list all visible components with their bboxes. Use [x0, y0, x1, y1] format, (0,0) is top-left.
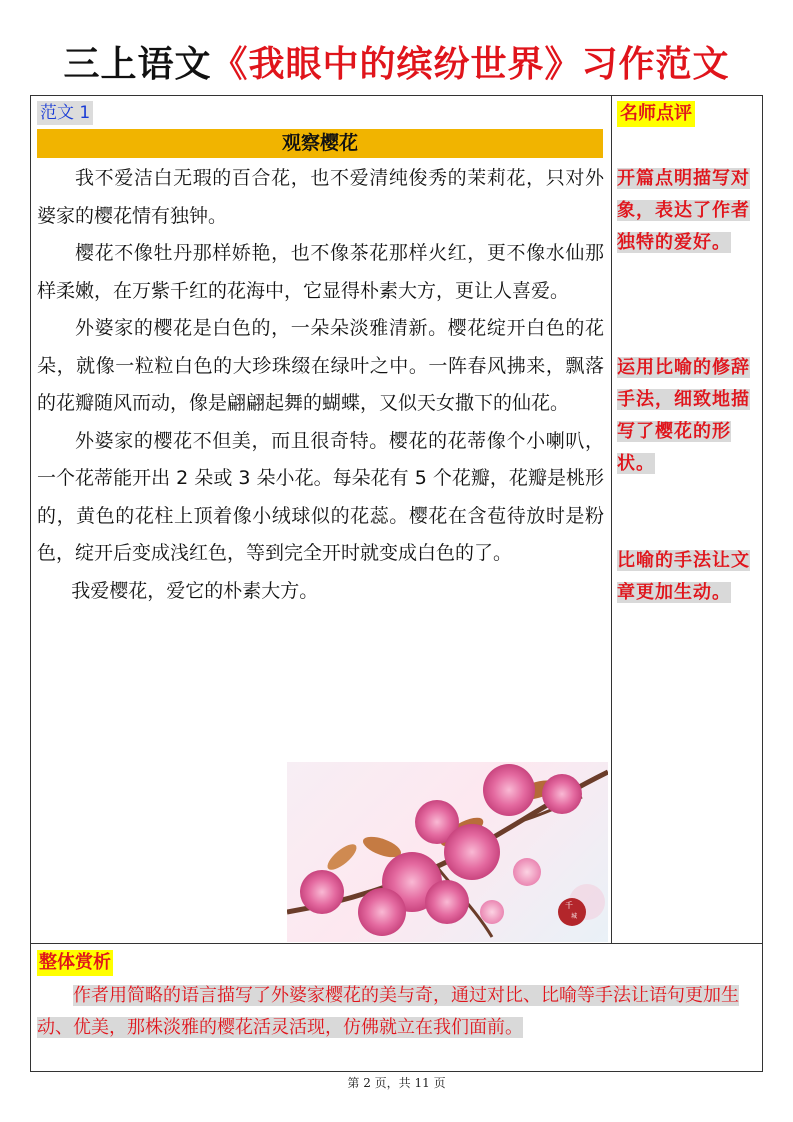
critique-header: 名师点评: [617, 101, 695, 127]
critique-comment-1: 开篇点明描写对象，表达了作者独特的爱好。: [617, 168, 750, 253]
title-suffix: 习作范文: [581, 44, 730, 85]
essay-body: [37, 160, 604, 610]
essay-paragraph: 樱花不像牡丹那样娇艳，也不像茶花那样火红，更不像水仙那样柔嫩，在万紫千红的花海中，它显得朴素大方，更让人喜爱。: [37, 242, 604, 302]
essay-paragraph: 我爱樱花，爱它的朴素大方。: [71, 579, 319, 602]
cherry-blossom-illustration: [287, 762, 608, 942]
overall-text: 作者用简略的语言描写了外婆家樱花的美与奇，通过对比、比喻等手法让语句更加生动、优美，那株淡雅的樱花活灵活现，仿佛就立在我们面前。: [37, 985, 739, 1038]
critique-comment-3: 比喻的手法让文章更加生动。: [617, 550, 750, 603]
page-number: 第 2 页，共 11 页: [347, 1076, 446, 1090]
sample-tag: 范文 1: [37, 101, 93, 125]
title-prefix: 三上语文: [63, 44, 212, 85]
title-highlight: 《我眼中的缤纷世界》: [211, 44, 582, 85]
essay-title: 观察樱花: [37, 129, 603, 158]
column-divider: [611, 95, 612, 943]
essay-paragraph: 外婆家的樱花不但美，而且很奇特。樱花的花蒂像个小喇叭，一个花蒂能开出 2 朵或 3 朵小花。每朵花有 5 个花瓣，花瓣是桃形的，黄色的花柱上顶着像小绒球似的花蕊。樱花在含苞待放时是粉色，绽开后变成浅红色，等到完全开时就变成白色的了。: [37, 429, 604, 564]
essay-paragraph: 外婆家的樱花是白色的，一朵朵淡雅清新。樱花绽开白色的花朵，就像一粒粒白色的大珍珠缀在绿叶之中。一阵春风拂来，飘落的花瓣随风而动，像是翩翩起舞的蝴蝶，又似天女撒下的仙花。: [37, 317, 604, 414]
overall-header: 整体赏析: [37, 950, 113, 976]
photo-seal-line-1: 千: [565, 901, 573, 910]
page-title: [0, 40, 793, 90]
photo-seal-line-2: 城: [571, 913, 578, 920]
critique-comment-2: 运用比喻的修辞手法，细致地描写了樱花的形状。: [617, 357, 750, 474]
row-divider: [30, 943, 763, 944]
cherry-blossom-photo: [287, 762, 608, 942]
essay-paragraph: 我不爱洁白无瑕的百合花，也不爱清纯俊秀的茉莉花，只对外婆家的樱花情有独钟。: [37, 167, 604, 227]
